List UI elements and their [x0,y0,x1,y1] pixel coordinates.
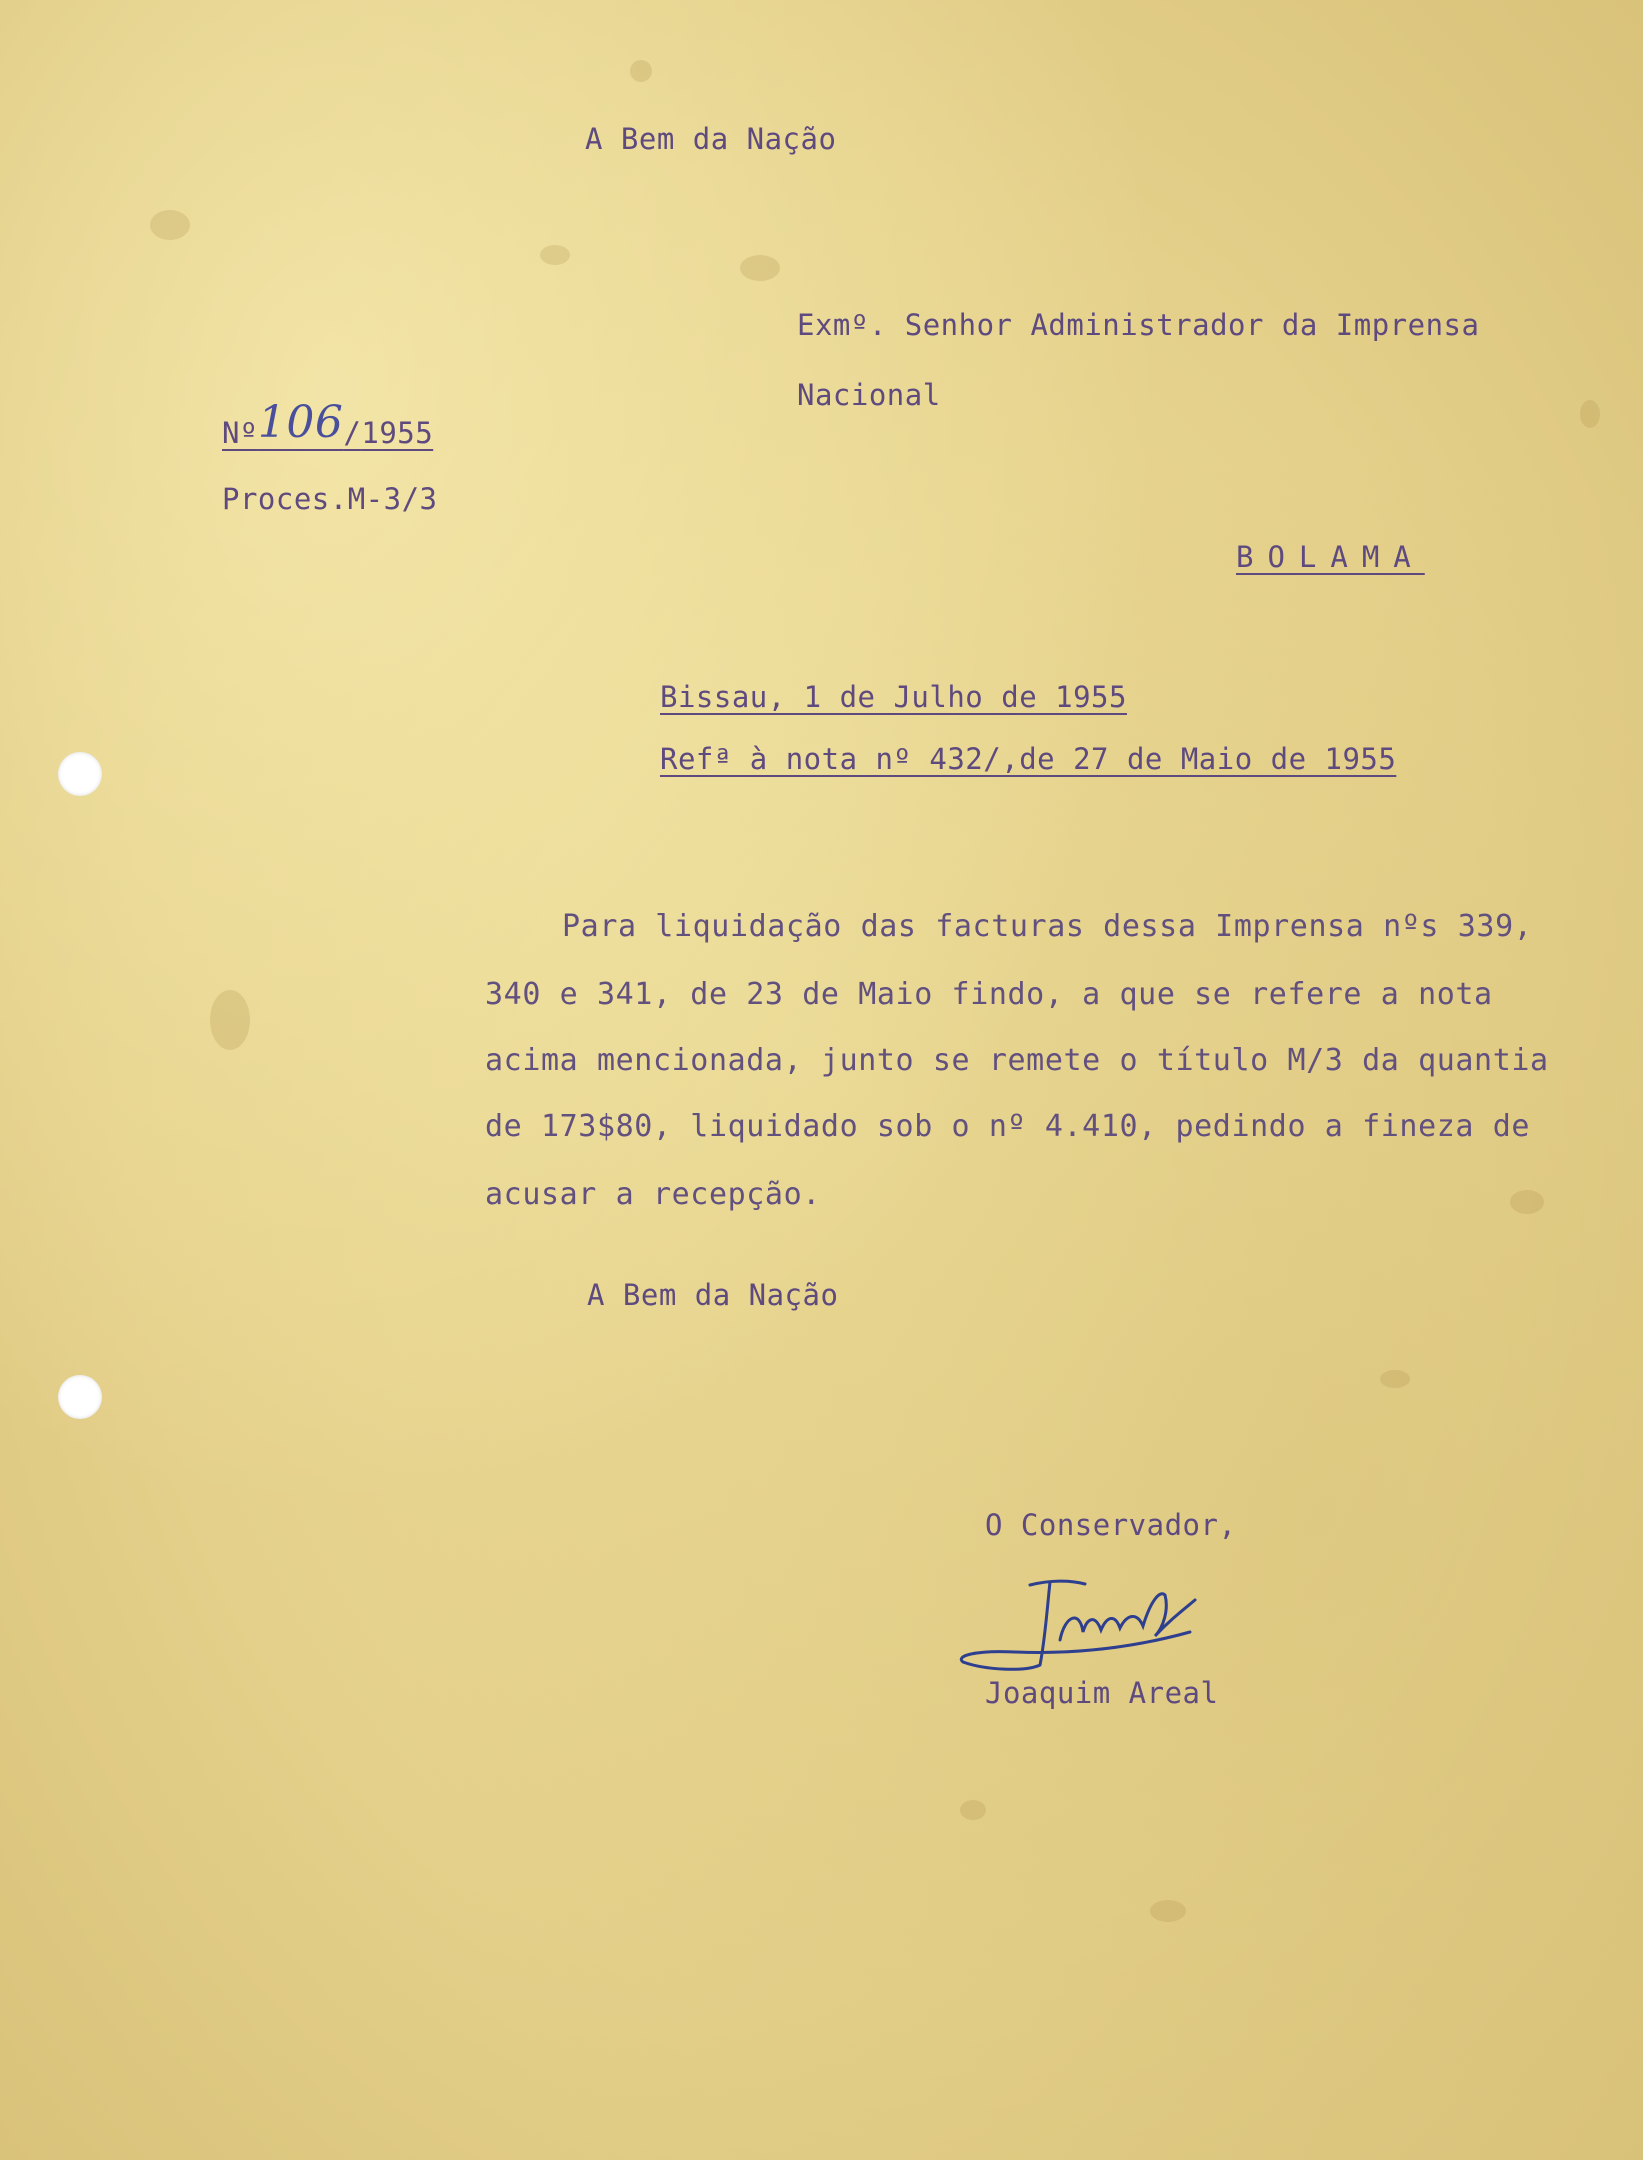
reference-line: Refª à nota nº 432/,de 27 de Maio de 1955 [660,742,1397,776]
paper-stain [630,60,652,82]
paper-stain [1510,1190,1544,1214]
handwritten-signature [955,1570,1255,1690]
reference-number-year: 1955 [361,416,434,450]
body-line-1: Para liquidação das facturas dessa Imprensa nºs 339, [562,909,1533,944]
body-line-2: 340 e 341, de 23 de Maio findo, a que se refere a nota [485,977,1493,1012]
reference-number-prefix: Nº [222,416,258,450]
addressee-city: BOLAMA [1236,540,1425,574]
addressee-line-1: Exmº. Senhor Administrador da Imprensa [797,308,1480,342]
body-line-4: de 173$80, liquidado sob o nº 4.410, pedindo a fineza de [485,1109,1531,1144]
body-line-5: acusar a recepção. [485,1177,821,1212]
paper-stain [1380,1370,1410,1388]
paper-stain [1580,400,1600,428]
paper-stain [1150,1900,1186,1922]
paper-stain [210,990,250,1050]
punch-hole [58,752,102,796]
signature-name: Joaquim Areal [985,1676,1219,1710]
paper-stain [150,210,190,240]
paper-stain [540,245,570,265]
addressee-line-2: Nacional [797,378,941,412]
punch-hole [58,1375,102,1419]
signoff: O Conservador, [985,1508,1237,1542]
body-line-3: acima mencionada, junto se remete o título M/3 da quantia [485,1043,1549,1078]
reference-number-slash: / [343,416,362,450]
process-reference: Proces.M-3/3 [222,482,438,516]
paper-stain [960,1800,986,1820]
closing-motto: A Bem da Nação [587,1278,839,1312]
date-line: Bissau, 1 de Julho de 1955 [660,680,1127,714]
reference-number-handwritten: 106 [257,397,344,448]
paper-stain [740,255,780,281]
header-motto: A Bem da Nação [585,122,837,156]
reference-number [222,397,434,450]
